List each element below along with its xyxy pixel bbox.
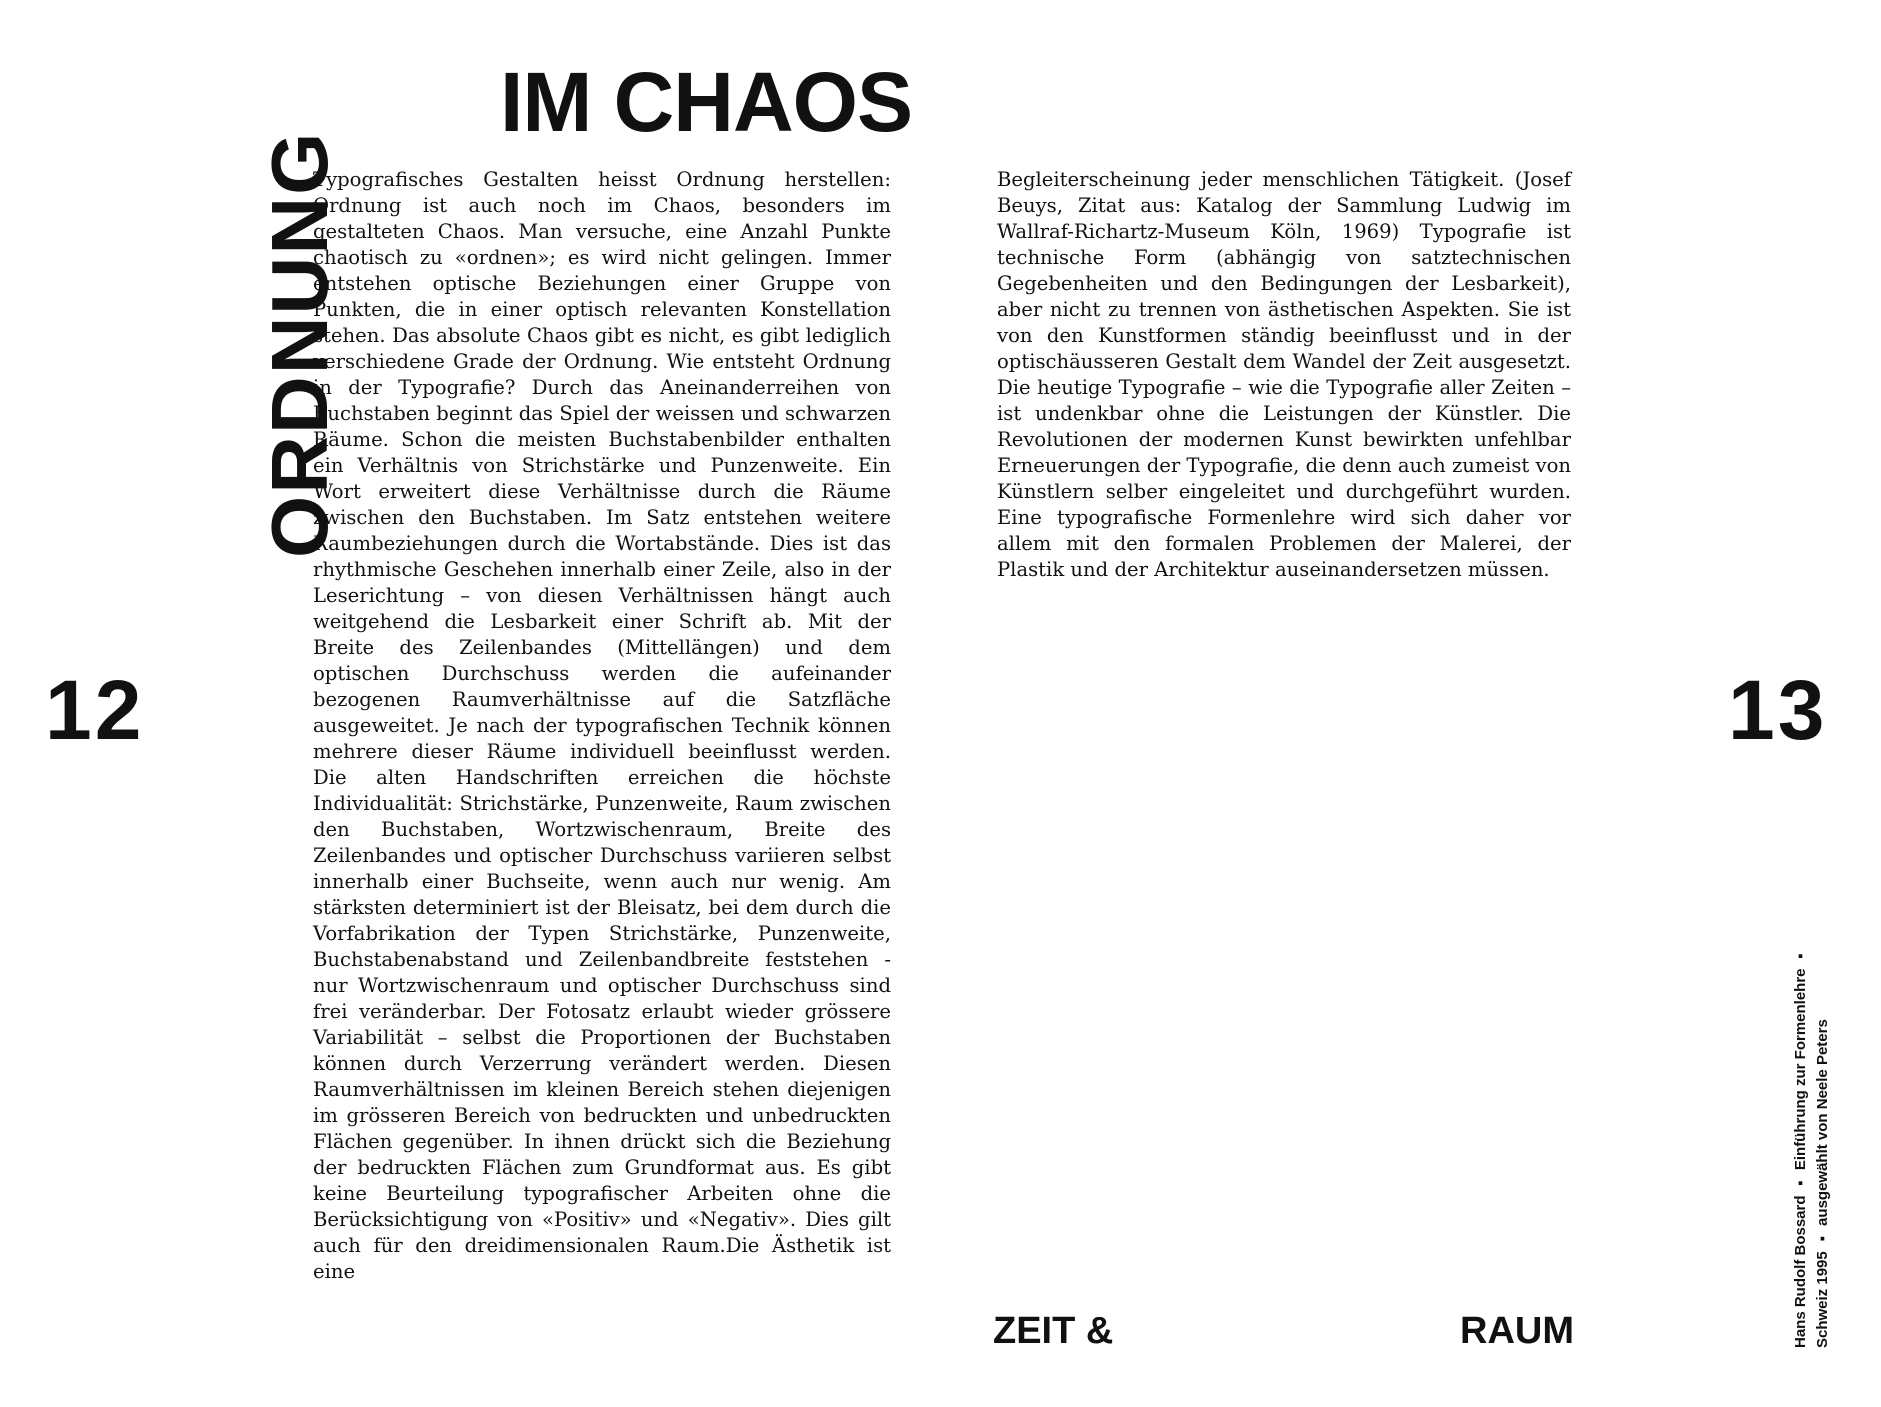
- page-number-left: 12: [45, 663, 145, 757]
- footer-zeit: ZEIT &: [993, 1310, 1114, 1352]
- footer-raum: RAUM: [1460, 1310, 1574, 1352]
- credit-line-source: Schweiz 1995 ▪ ausgewählt von Neele Peters: [1814, 1019, 1831, 1348]
- body-text-right-column: Begleiterscheinung jeder menschlichen Tätigkeit. (Josef Beuys, Zitat aus: Katalog der Sammlung Ludwig im Wallraf-Richartz-Museum Köln, 1969) Typografie ist technische Form (abhängig von satztechnischen Gegebenheiten und den Bedingungen der Lesbarkeit), aber nicht zu trennen von ästhetischen Aspekten. Sie ist von den Kunstformen ständig beeinflusst und in der optischäusseren Gestalt dem Wandel der Zeit ausgesetzt. Die heutige Typografie – wie die Typografie aller Zeiten – ist undenkbar ohne die Leistungen der Künstler. Die Revolutionen der modernen Kunst bewirkten unfehlbar Erneuerungen der Typografie, die denn auch zumeist von Künstlern selber eingeleitet und durchgeführt wurden. Eine typografische Formenlehre wird sich daher vor allem mit den formalen Problemen der Malerei, der Plastik und der Architektur auseinandersetzen müssen.: [997, 168, 1571, 581]
- headline-im-chaos: IM CHAOS: [500, 55, 912, 149]
- vertical-title-ordnung: ORDNUNG: [255, 130, 344, 558]
- page-number-right: 13: [1728, 663, 1828, 757]
- body-text-left-column: Typografisches Gestalten heisst Ordnung herstellen: Ordnung ist auch noch im Chaos, besonders im gestalteten Chaos. Man versuche, eine Anzahl Punkte chaotisch zu «ordnen»; es wird nicht gelingen. Immer entstehen optische Beziehungen einer Gruppe von Punkten, die in einer optisch relevanten Konstellation stehen. Das absolute Chaos gibt es nicht, es gibt lediglich verschiedene Grade der Ordnung. Wie entsteht Ordnung in der Typografie? Durch das Aneinanderreihen von Buchstaben beginnt das Spiel der weissen und schwarzen Räume. Schon die meisten Buchstabenbilder enthalten ein Verhältnis von Strichstärke und Punzenweite. Ein Wort erweitert diese Verhältnisse durch die Räume zwischen den Buchstaben. Im Satz entstehen weitere Raumbeziehungen durch die Wortabstände. Dies ist das rhythmische Geschehen innerhalb einer Zeile, also in der Leserichtung – von diesen Verhältnissen hängt auch weitgehend die Lesbarkeit einer Schrift ab. Mit der Breite des Zeilenbandes (Mittellängen) und dem optischen Durchschuss werden die aufeinander bezogenen Raumverhältnisse auf die Satzfläche ausgeweitet. Je nach der typografischen Technik können mehrere dieser Räume individuell beeinflusst werden. Die alten Handschriften erreichen die höchste Individualität: Strichstärke, Punzenweite, Raum zwischen den Buchstaben, Wortzwischenraum, Breite des Zeilenbandes und optischer Durchschuss variieren selbst innerhalb einer Buchseite, wenn auch nur wenig. Am stärksten determiniert ist der Bleisatz, bei dem durch die Vorfabrikation der Typen Strichstärke, Punzenweite, Buchstabenabstand und Zeilenbandbreite feststehen - nur Wortzwischenraum und optischer Durchschuss sind frei veränderbar. Der Fotosatz erlaubt wieder grössere Variabilität – selbst die Proportionen der Buchstaben können durch Verzerrung verändert werden. Diesen Raumverhältnissen im kleinen Bereich stehen diejenigen im grösseren Bereich von bedruckten und unbedruckten Flächen gegenüber. In ihnen drückt sich die Beziehung der bedruckten Flächen zum Grundformat aus. Es gibt keine Beurteilung typografischer Arbeiten ohne die Berücksichtigung von «Positiv» und «Negativ». Dies gilt auch für den dreidimensionalen Raum.Die Ästhetik ist eine: [313, 168, 891, 1283]
- credit-vertical: [1790, 920, 1840, 1348]
- credit-line-author: Hans Rudolf Bossard ▪ Einführung zur Formenlehre ▪: [1792, 947, 1809, 1348]
